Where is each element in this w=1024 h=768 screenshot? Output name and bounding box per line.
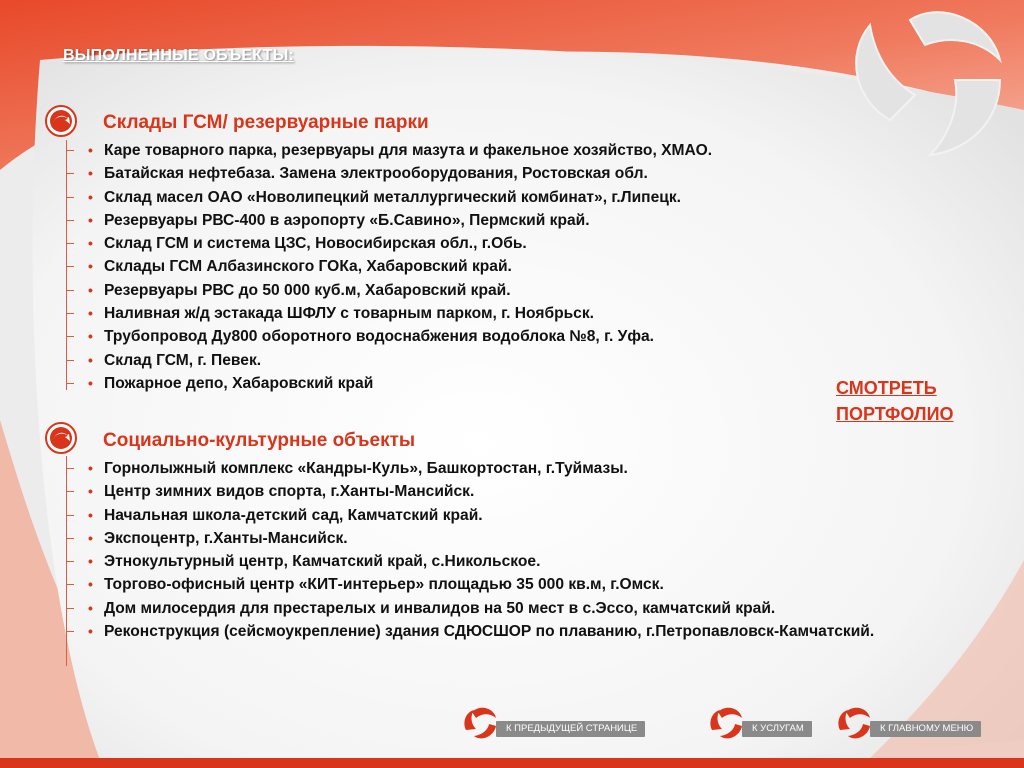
nav-main-menu-label: К ГЛАВНОМУ МЕНЮ xyxy=(870,721,981,737)
list-item: • Центр зимних видов спорта, г.Ханты-Мансийск. xyxy=(88,480,964,503)
timeline-line xyxy=(66,140,67,390)
swirl-logo-icon xyxy=(836,704,874,742)
list-item: • Резервуары РВС-400 в аэропорту «Б.Савино», Пермский край. xyxy=(88,209,712,232)
list-item: • Экспоцентр, г.Ханты-Мансийск. xyxy=(88,527,964,550)
list-item: • Реконструкция (сейсмоукрепление) здания СДЮСШОР по плаванию, г.Петропавловск-Камчатский. xyxy=(88,620,964,643)
section-heading-fuel-storage: Склады ГСМ/ резервуарные парки xyxy=(103,112,429,133)
list-item: • Горнолыжный комплекс «Кандры-Куль», Башкортостан, г.Туймазы. xyxy=(88,457,964,480)
page-title: ВЫПОЛНЕННЫЕ ОБЪЕКТЫ: xyxy=(63,47,294,64)
list-item: • Дом милосердия для престарелых и инвалидов на 50 мест в с.Эссо, камчатский край. xyxy=(88,597,964,620)
fuel-storage-list xyxy=(88,139,712,395)
list-item: • Склад масел ОАО «Новолипецкий металлургический комбинат», г.Липецк. xyxy=(88,186,712,209)
nav-main-menu-button[interactable] xyxy=(836,704,1012,742)
list-item: • Батайская нефтебаза. Замена электрооборудования, Ростовская обл. xyxy=(88,162,712,185)
list-item: • Трубопровод Ду800 оборотного водоснабжения водоблока №8, г. Уфа. xyxy=(88,325,712,348)
portfolio-link-line1: СМОТРЕТЬ xyxy=(836,378,937,398)
section-heading-social-cultural: Социально-культурные объекты xyxy=(103,430,416,451)
nav-services-button[interactable] xyxy=(708,704,828,742)
bottom-accent-bar xyxy=(0,758,1024,768)
nav-prev-page-label: К ПРЕДЫДУЩЕЙ СТРАНИЦЕ xyxy=(496,721,645,737)
swirl-arrow-icon xyxy=(44,421,78,455)
list-item: • Резервуары РВС до 50 000 куб.м, Хабаровский край. xyxy=(88,279,712,302)
list-item: • Торгово-офисный центр «КИТ-интерьер» площадью 35 000 кв.м, г.Омск. xyxy=(88,573,964,596)
view-portfolio-link[interactable] xyxy=(836,375,986,427)
list-item: • Склад ГСМ, г. Певек. xyxy=(88,349,712,372)
social-cultural-list xyxy=(88,457,964,643)
list-item: • Начальная школа-детский сад, Камчатский край. xyxy=(88,504,964,527)
list-item: • Наливная ж/д эстакада ШФЛУ с товарным парком, г. Ноябрьск. xyxy=(88,302,712,325)
nav-services-label: К УСЛУГАМ xyxy=(742,721,812,737)
list-item: • Склады ГСМ Албазинского ГОКа, Хабаровский край. xyxy=(88,255,712,278)
nav-prev-page-button[interactable] xyxy=(462,704,694,742)
swirl-arrow-icon xyxy=(44,104,78,138)
portfolio-link-line2: ПОРТФОЛИО xyxy=(836,404,954,424)
list-item: • Этнокультурный центр, Камчатский край, с.Никольское. xyxy=(88,550,964,573)
list-item: • Склад ГСМ и система ЦЗС, Новосибирская обл., г.Обь. xyxy=(88,232,712,255)
list-item: • Пожарное депо, Хабаровский край xyxy=(88,372,712,395)
swirl-logo-icon xyxy=(462,704,500,742)
swirl-logo-icon xyxy=(708,704,746,742)
list-item: • Каре товарного парка, резервуары для мазута и факельное хозяйство, ХМАО. xyxy=(88,139,712,162)
